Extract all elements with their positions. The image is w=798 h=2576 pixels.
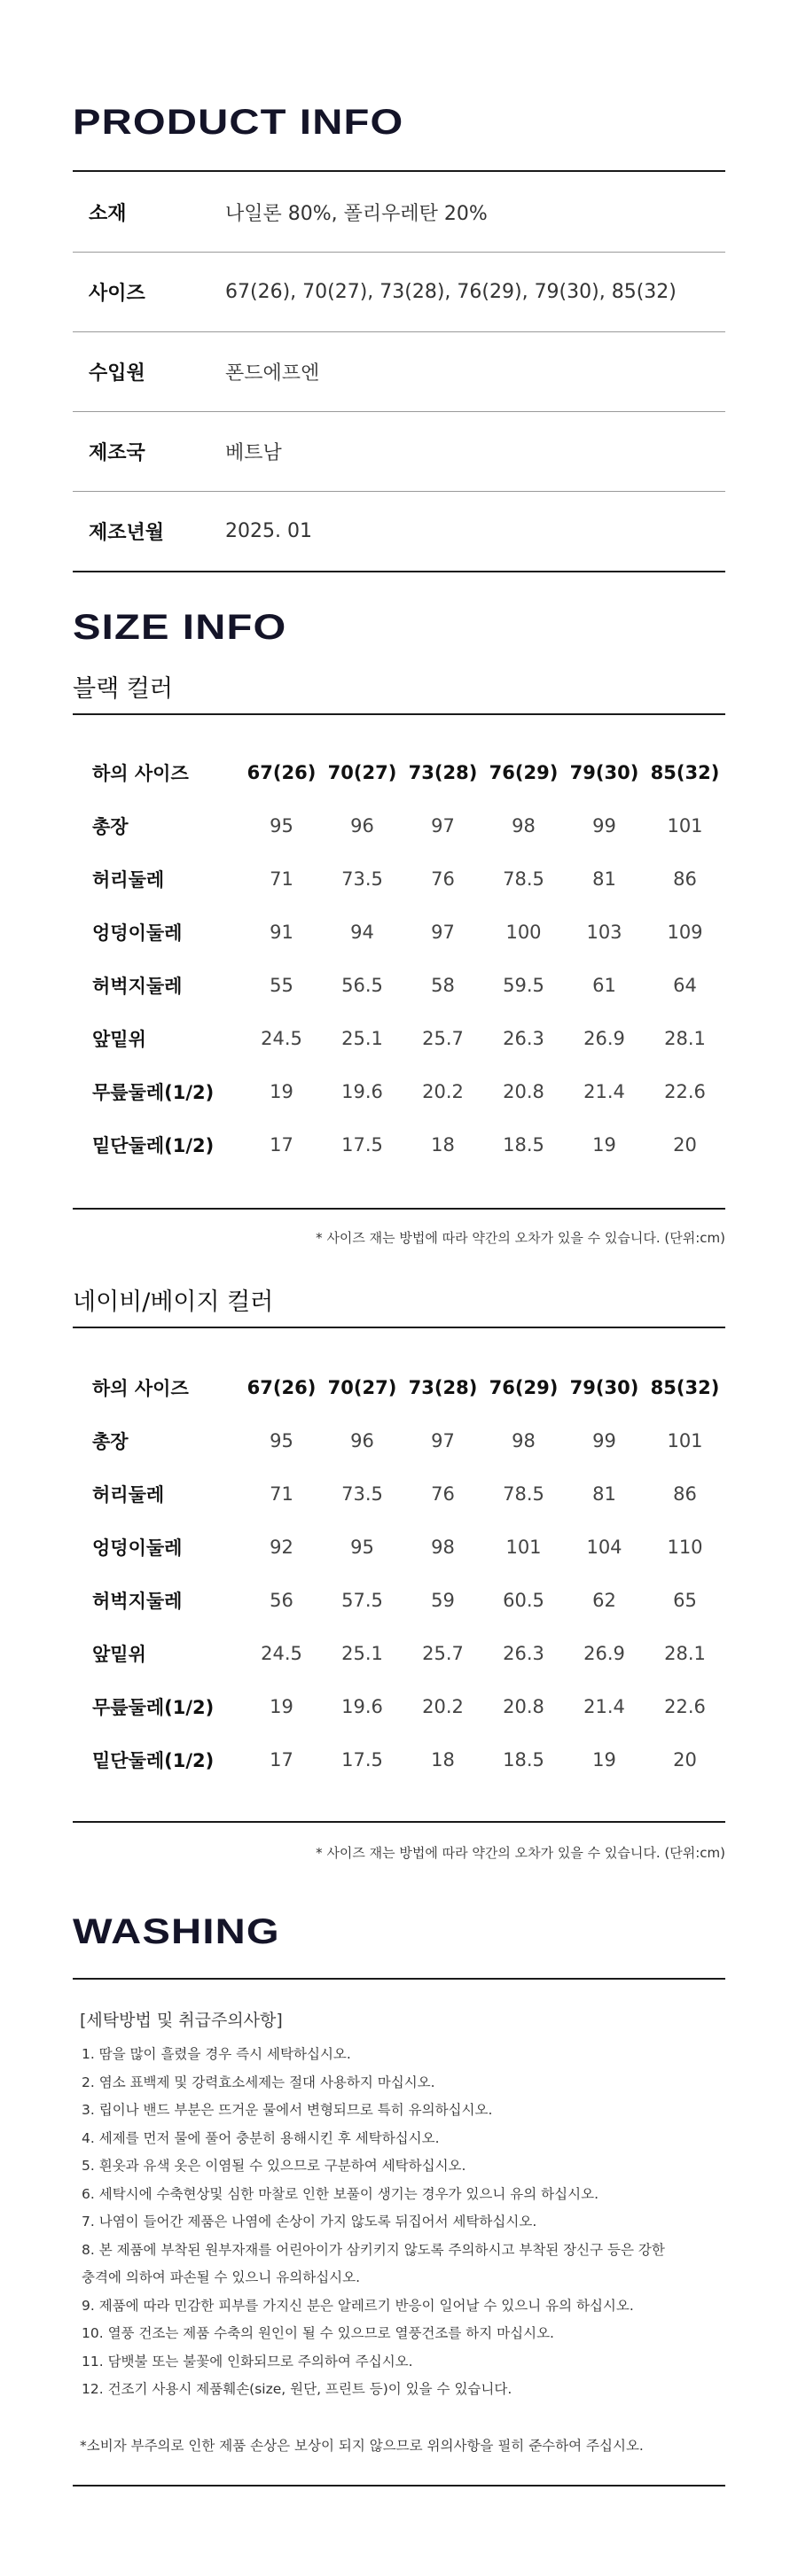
size-table-black (73, 746, 725, 1171)
row-label: 밑단둘레(1/2) (92, 1750, 215, 1771)
list-item: 1. 땀을 많이 흘렸을 경우 즉시 세탁하십시오. (82, 2046, 351, 2062)
row-label: 허리둘레 (92, 869, 165, 891)
table-cell: 95 (270, 1430, 293, 1451)
list-item: 3. 립이나 밴드 부분은 뜨거운 물에서 변형되므로 특히 유의하십시오. (82, 2102, 493, 2118)
table-cell: 26.3 (503, 1643, 544, 1664)
table-cell: 26.3 (503, 1028, 544, 1049)
row-label: 총장 (92, 816, 129, 837)
table-cell: 58 (431, 975, 455, 996)
table-cell: 101 (505, 1537, 542, 1558)
table-cell: 55 (270, 975, 293, 996)
table-cell: 95 (350, 1537, 374, 1558)
table-cell: 17.5 (341, 1134, 383, 1156)
table-cell: 20.2 (422, 1081, 464, 1102)
list-item: 6. 세탁시에 수축현상및 심한 마찰로 인한 보풀이 생기는 경우가 있으니 유의 하십시오. (82, 2185, 598, 2202)
product-info-label: 제조년월 (89, 522, 165, 544)
size-header-cell: 79(30) (569, 1377, 639, 1398)
table-cell: 28.1 (664, 1643, 706, 1664)
table-cell: 22.6 (664, 1696, 706, 1717)
table-row (73, 1521, 725, 1574)
product-info-table (73, 170, 725, 572)
table-cell: 61 (592, 975, 616, 996)
size-note: * 사이즈 재는 방법에 따라 약간의 오차가 있을 수 있습니다. (단위:cm) (316, 1845, 725, 1861)
table-cell: 97 (431, 815, 455, 837)
table-cell: 59.5 (503, 975, 544, 996)
table-cell: 22.6 (664, 1081, 706, 1102)
table-cell: 21.4 (583, 1081, 625, 1102)
size-header-cell: 73(28) (408, 762, 478, 783)
table-cell: 98 (512, 1430, 536, 1451)
table-row (73, 799, 725, 852)
table-cell: 71 (270, 1483, 293, 1505)
table-cell: 60.5 (503, 1590, 544, 1611)
table-cell: 17 (270, 1749, 293, 1771)
size-header-cell: 67(26) (246, 1377, 317, 1398)
product-info-value: 나일론 80%, 폴리우레탄 20% (225, 202, 488, 225)
size-header-label: 하의 사이즈 (92, 763, 189, 784)
table-cell: 56 (270, 1590, 293, 1611)
table-cell: 94 (350, 922, 374, 943)
table-cell: 71 (270, 868, 293, 890)
table-cell: 25.1 (341, 1028, 383, 1049)
table-cell: 96 (350, 1430, 374, 1451)
table-cell: 20 (673, 1134, 697, 1156)
table-row (73, 1414, 725, 1467)
size-header-label: 하의 사이즈 (92, 1378, 189, 1399)
row-label: 총장 (92, 1431, 129, 1452)
table-cell: 109 (667, 922, 703, 943)
list-item: 10. 열풍 건조는 제품 수축의 원인이 될 수 있으므로 열풍건조를 하지 마십시오. (82, 2325, 554, 2341)
table-cell: 20.2 (422, 1696, 464, 1717)
list-item: 충격에 의하여 파손될 수 있으니 유의하십시오. (82, 2269, 361, 2285)
row-label: 허벅지둘레 (92, 1591, 183, 1612)
table-row (73, 852, 725, 906)
table-cell: 76 (431, 868, 455, 890)
product-info-row (73, 252, 725, 331)
table-cell: 78.5 (503, 1483, 544, 1505)
table-cell: 98 (512, 815, 536, 837)
table-cell: 81 (592, 1483, 616, 1505)
divider (73, 2485, 725, 2487)
table-cell: 18.5 (503, 1749, 544, 1771)
row-label: 무릎둘레(1/2) (92, 1082, 215, 1103)
row-label: 엉덩이둘레 (92, 1537, 183, 1559)
table-cell: 86 (673, 868, 697, 890)
table-row (73, 1118, 725, 1171)
table-cell: 98 (431, 1537, 455, 1558)
table-row (73, 1012, 725, 1065)
table-row (73, 1733, 725, 1786)
table-cell: 56.5 (341, 975, 383, 996)
table-cell: 100 (505, 922, 542, 943)
table-cell: 62 (592, 1590, 616, 1611)
size-table-subtitle: 네이비/베이지 컬러 (73, 1288, 274, 1316)
size-header-cell: 70(27) (327, 1377, 397, 1398)
size-header-cell: 76(29) (489, 762, 559, 783)
table-cell: 104 (586, 1537, 622, 1558)
table-row (73, 1680, 725, 1733)
washing-instructions (82, 2041, 725, 2404)
table-row (73, 959, 725, 1012)
size-header-row (73, 746, 725, 799)
table-cell: 101 (667, 1430, 703, 1451)
table-cell: 19 (270, 1081, 293, 1102)
product-info-value: 폰드에프엔 (225, 362, 320, 385)
table-cell: 73.5 (341, 1483, 383, 1505)
table-cell: 97 (431, 1430, 455, 1451)
divider (73, 1327, 725, 1328)
list-item: 9. 제품에 따라 민감한 피부를 가지신 분은 알레르기 반응이 일어날 수 있으니 유의 하십시오. (82, 2297, 634, 2314)
product-info-row (73, 331, 725, 411)
table-cell: 19.6 (341, 1081, 383, 1102)
table-cell: 110 (667, 1537, 703, 1558)
product-info-value: 2025. 01 (225, 520, 312, 542)
table-cell: 20.8 (503, 1081, 544, 1102)
product-info-title: PRODUCT INFO (73, 103, 404, 142)
size-header-cell: 73(28) (408, 1377, 478, 1398)
size-header-cell: 70(27) (327, 762, 397, 783)
washing-footer: *소비자 부주의로 인한 제품 손상은 보상이 되지 않으므로 위의사항을 필히 준수하여 주십시오. (80, 2438, 644, 2454)
table-cell: 17 (270, 1134, 293, 1156)
table-cell: 95 (270, 815, 293, 837)
size-header-cell: 85(32) (650, 1377, 720, 1398)
table-cell: 26.9 (583, 1643, 625, 1664)
washing-title: WASHING (73, 1912, 280, 1951)
size-header-cell: 85(32) (650, 762, 720, 783)
divider (73, 1978, 725, 1980)
table-cell: 19 (592, 1749, 616, 1771)
table-cell: 99 (592, 1430, 616, 1451)
product-info-value: 베트남 (225, 442, 282, 464)
table-cell: 18 (431, 1749, 455, 1771)
size-header-row (73, 1361, 725, 1414)
table-cell: 21.4 (583, 1696, 625, 1717)
size-header-cell: 67(26) (246, 762, 317, 783)
table-cell: 59 (431, 1590, 455, 1611)
list-item: 2. 염소 표백제 및 강력효소세제는 절대 사용하지 마십시오. (82, 2074, 435, 2090)
table-cell: 78.5 (503, 868, 544, 890)
row-label: 앞밑위 (92, 1644, 146, 1665)
table-cell: 26.9 (583, 1028, 625, 1049)
table-cell: 25.1 (341, 1643, 383, 1664)
row-label: 밑단둘레(1/2) (92, 1135, 215, 1156)
product-info-label: 제조국 (89, 442, 145, 464)
table-cell: 19.6 (341, 1696, 383, 1717)
size-header-cell: 76(29) (489, 1377, 559, 1398)
product-info-row (73, 491, 725, 571)
size-info-title: SIZE INFO (73, 608, 287, 647)
table-cell: 28.1 (664, 1028, 706, 1049)
product-info-label: 수입원 (89, 362, 145, 385)
list-item: 8. 본 제품에 부착된 원부자재를 어린아이가 삼키키지 않도록 주의하시고 부착된 장신구 등은 강한 (82, 2241, 665, 2258)
list-item: 4. 세제를 먼저 물에 풀어 충분히 용해시킨 후 세탁하십시오. (82, 2129, 440, 2146)
row-label: 앞밑위 (92, 1029, 146, 1050)
table-cell: 19 (592, 1134, 616, 1156)
table-cell: 17.5 (341, 1749, 383, 1771)
table-cell: 20.8 (503, 1696, 544, 1717)
table-cell: 91 (270, 922, 293, 943)
table-cell: 99 (592, 815, 616, 837)
table-row (73, 1574, 725, 1627)
table-cell: 81 (592, 868, 616, 890)
row-label: 허리둘레 (92, 1484, 165, 1506)
product-info-row (73, 411, 725, 491)
list-item: 5. 흰옷과 유색 옷은 이염될 수 있으므로 구분하여 세탁하십시오. (82, 2158, 466, 2174)
table-cell: 25.7 (422, 1643, 464, 1664)
table-cell: 101 (667, 815, 703, 837)
table-cell: 57.5 (341, 1590, 383, 1611)
table-cell: 92 (270, 1537, 293, 1558)
divider (73, 1821, 725, 1823)
table-cell: 19 (270, 1696, 293, 1717)
table-row (73, 1627, 725, 1680)
table-cell: 86 (673, 1483, 697, 1505)
size-header-cell: 79(30) (569, 762, 639, 783)
size-table-navy-beige (73, 1361, 725, 1786)
washing-subtitle: [세탁방법 및 취급주의사항] (80, 2011, 283, 2030)
table-cell: 96 (350, 815, 374, 837)
product-info-label: 소재 (89, 202, 127, 225)
table-cell: 25.7 (422, 1028, 464, 1049)
table-cell: 24.5 (261, 1028, 302, 1049)
size-table-subtitle: 블랙 컬러 (73, 675, 173, 703)
table-cell: 103 (586, 922, 622, 943)
table-cell: 20 (673, 1749, 697, 1771)
row-label: 허벅지둘레 (92, 976, 183, 997)
table-cell: 24.5 (261, 1643, 302, 1664)
table-row (73, 906, 725, 959)
table-cell: 73.5 (341, 868, 383, 890)
divider (73, 1208, 725, 1210)
product-info-label: 사이즈 (89, 283, 145, 305)
row-label: 무릎둘레(1/2) (92, 1697, 215, 1718)
table-cell: 18.5 (503, 1134, 544, 1156)
table-cell: 18 (431, 1134, 455, 1156)
list-item: 7. 나염이 들어간 제품은 나염에 손상이 가지 않도록 뒤집어서 세탁하십시오. (82, 2214, 537, 2230)
table-cell: 76 (431, 1483, 455, 1505)
table-cell: 65 (673, 1590, 697, 1611)
product-info-row (73, 172, 725, 252)
product-info-value: 67(26), 70(27), 73(28), 76(29), 79(30), 85(32) (225, 281, 677, 303)
row-label: 엉덩이둘레 (92, 922, 183, 944)
table-cell: 64 (673, 975, 697, 996)
table-row (73, 1467, 725, 1521)
table-row (73, 1065, 725, 1118)
divider (73, 713, 725, 715)
table-cell: 97 (431, 922, 455, 943)
size-note: * 사이즈 재는 방법에 따라 약간의 오차가 있을 수 있습니다. (단위:cm) (316, 1230, 725, 1246)
list-item: 11. 담뱃불 또는 불꽃에 인화되므로 주의하여 주십시오. (82, 2353, 413, 2370)
list-item: 12. 건조기 사용시 제품훼손(size, 원단, 프린트 등)이 있을 수 있습니다. (82, 2381, 512, 2397)
